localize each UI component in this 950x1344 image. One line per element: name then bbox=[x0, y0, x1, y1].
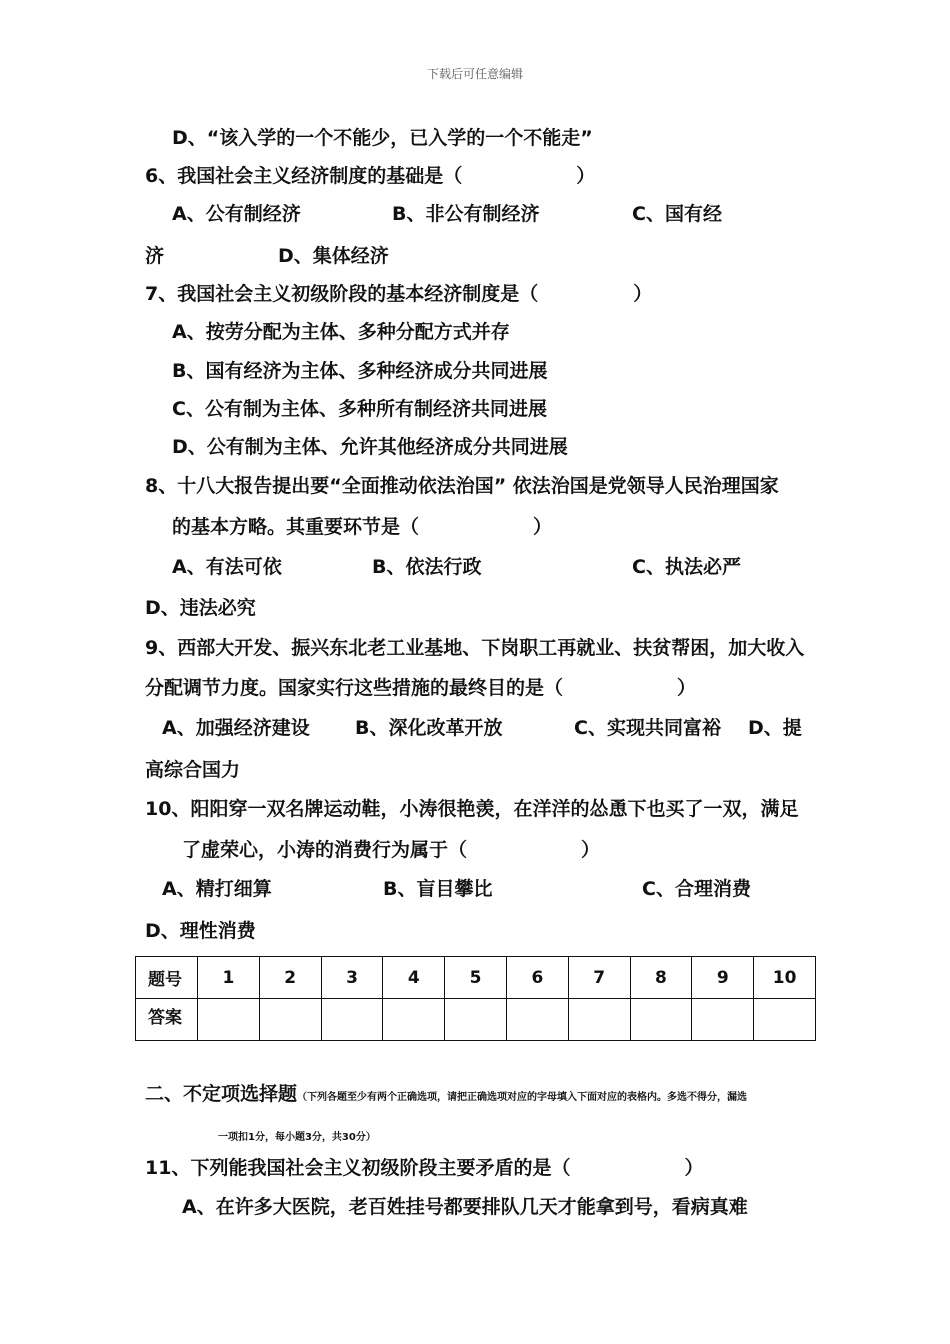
q10-option-a: A、精打细算 bbox=[162, 878, 272, 900]
question-number-cell: 7 bbox=[568, 957, 630, 999]
row-label-answer: 答案 bbox=[136, 999, 198, 1041]
table-row-numbers bbox=[136, 957, 816, 999]
q7-stem: 7、我国社会主义初级阶段的基本经济制度是（ ） bbox=[145, 283, 653, 305]
section2-heading bbox=[145, 1082, 747, 1110]
q11-stem: 11、下列能我国社会主义初级阶段主要矛盾的是（ ） bbox=[145, 1157, 704, 1179]
q10-option-c: C、合理消费 bbox=[642, 878, 751, 900]
q6-option-c-cont: 济 bbox=[145, 245, 165, 267]
q9-option-a: A、加强经济建设 bbox=[162, 717, 310, 739]
q6-option-c: C、国有经 bbox=[632, 203, 722, 225]
answer-cell[interactable] bbox=[259, 999, 321, 1041]
question-number-cell: 3 bbox=[321, 957, 383, 999]
q6-stem: 6、我国社会主义经济制度的基础是（ ） bbox=[145, 165, 596, 187]
answer-cell[interactable] bbox=[445, 999, 507, 1041]
q9-option-d: D、提 bbox=[748, 717, 802, 739]
answer-cell[interactable] bbox=[630, 999, 692, 1041]
q8-stem-cont: 的基本方略。其重要环节是（ ） bbox=[172, 516, 553, 538]
q7-option-d: D、公有制为主体、允许其他经济成分共同进展 bbox=[172, 436, 568, 458]
q9-option-c: C、实现共同富裕 bbox=[574, 717, 721, 739]
question-number-cell: 4 bbox=[383, 957, 445, 999]
question-number-cell: 10 bbox=[754, 957, 816, 999]
answer-cell[interactable] bbox=[321, 999, 383, 1041]
q6-option-a: A、公有制经济 bbox=[172, 203, 301, 225]
q7-option-c: C、公有制为主体、多种所有制经济共同进展 bbox=[172, 398, 547, 420]
page-header: 下载后可任意编辑 bbox=[426, 67, 523, 81]
question-number-cell: 2 bbox=[259, 957, 321, 999]
q9-option-b: B、深化改革开放 bbox=[355, 717, 503, 739]
q7-option-a: A、按劳分配为主体、多种分配方式并存 bbox=[172, 321, 510, 343]
q8-option-d: D、违法必究 bbox=[145, 597, 256, 619]
question-number-cell: 1 bbox=[198, 957, 260, 999]
question-number-cell: 6 bbox=[506, 957, 568, 999]
answer-cell[interactable] bbox=[506, 999, 568, 1041]
q8-option-c: C、执法必严 bbox=[632, 556, 741, 578]
question-number-cell: 5 bbox=[445, 957, 507, 999]
q11-option-a: A、在许多大医院，老百姓挂号都要排队几天才能拿到号，看病真难 bbox=[182, 1196, 748, 1218]
answer-table bbox=[135, 956, 816, 1041]
q5-option-d: D、“该入学的一个不能少，已入学的一个不能走” bbox=[172, 127, 593, 149]
q10-stem: 10、阳阳穿一双名牌运动鞋，小涛很艳羡，在洋洋的怂恿下也买了一双，满足 bbox=[145, 798, 799, 820]
answer-cell[interactable] bbox=[692, 999, 754, 1041]
q8-stem: 8、十八大报告提出要“全面推动依法治国” 依法治国是党领导人民治理国家 bbox=[145, 475, 779, 497]
q10-option-d: D、理性消费 bbox=[145, 920, 256, 942]
q8-option-b: B、依法行政 bbox=[372, 556, 482, 578]
q9-stem: 9、西部大开发、振兴东北老工业基地、下岗职工再就业、扶贫帮困，加大收入 bbox=[145, 637, 805, 659]
q9-stem-cont: 分配调节力度。国家实行这些措施的最终目的是（ ） bbox=[145, 677, 697, 699]
q7-option-b: B、国有经济为主体、多种经济成分共同进展 bbox=[172, 360, 548, 382]
q10-stem-cont: 了虚荣心，小涛的消费行为属于（ ） bbox=[182, 839, 601, 861]
q10-option-b: B、盲目攀比 bbox=[383, 878, 493, 900]
section2-note: （下列各题至少有两个正确选项，请把正确选项对应的字母填入下面对应的表格内。多选不得分，漏选 bbox=[297, 1092, 748, 1103]
q9-option-d-cont: 高综合国力 bbox=[145, 759, 241, 781]
answer-cell[interactable] bbox=[568, 999, 630, 1041]
question-number-cell: 9 bbox=[692, 957, 754, 999]
q6-option-d: D、集体经济 bbox=[278, 245, 389, 267]
table-row-answers bbox=[136, 999, 816, 1041]
answer-cell[interactable] bbox=[198, 999, 260, 1041]
q6-option-b: B、非公有制经济 bbox=[392, 203, 540, 225]
answer-cell[interactable] bbox=[754, 999, 816, 1041]
question-number-cell: 8 bbox=[630, 957, 692, 999]
section2-title: 二、不定项选择题 bbox=[145, 1083, 298, 1105]
answer-cell[interactable] bbox=[383, 999, 445, 1041]
row-label-question-number: 题号 bbox=[136, 957, 198, 999]
q8-option-a: A、有法可依 bbox=[172, 556, 282, 578]
section2-note-cont: 一项扣1分，每小题3分，共30分） bbox=[218, 1132, 376, 1143]
